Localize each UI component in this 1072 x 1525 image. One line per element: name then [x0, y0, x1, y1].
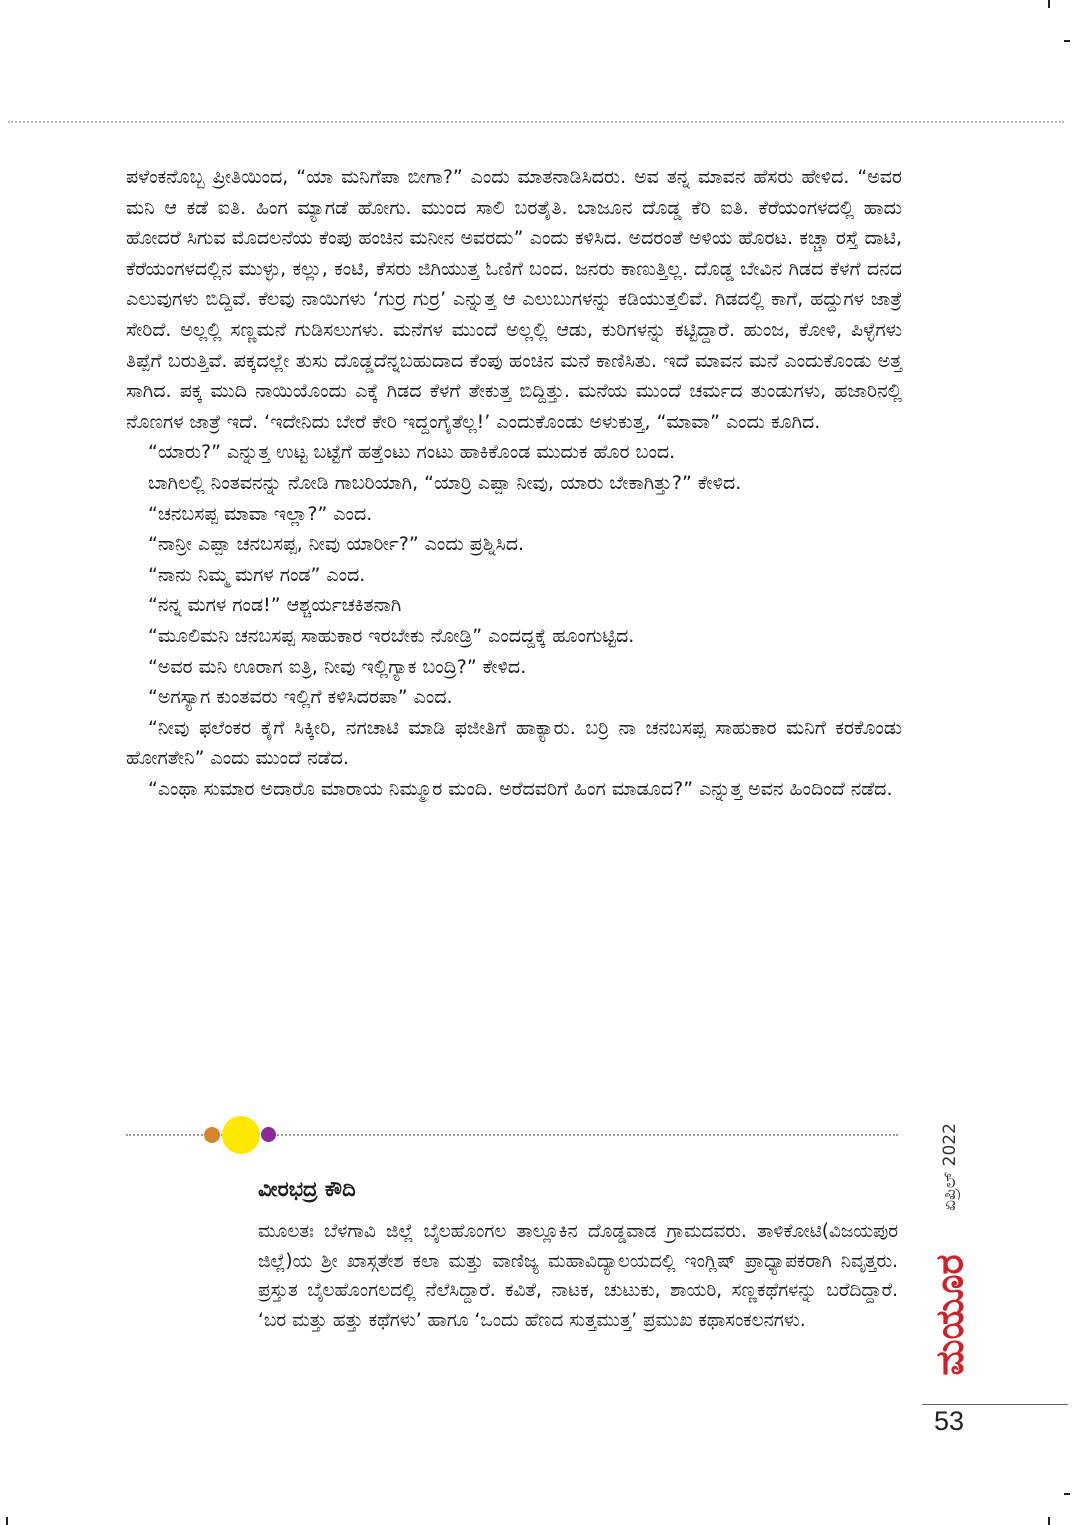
crop-mark	[1048, 0, 1050, 8]
story-paragraph: “ಯಾರು?” ಎನ್ನುತ್ತ ಉಟ್ಟ ಬಟ್ಟೆಗೆ ಹತ್ತೆಂಟು ಗಂಟು ಹಾಕಿಕೊಂಡ ಮುದುಕ ಹೊರ ಬಂದ.	[148, 441, 676, 464]
author-bio: ಮೂಲತಃ ಬೆಳಗಾವಿ ಜಿಲ್ಲೆ ಬೈಲಹೊಂಗಲ ತಾಲ್ಲೂಕಿನ ದೊಡ್ಡವಾಡ ಗ್ರಾಮದವರು. ತಾಳಿಕೋಟಿ(ವಿಜಯಪುರ ಜಿಲ್ಲೆ)ಯ ಶ್ರೀ ಖಾಸ್ಗತೇಶ ಕಲಾ ಮತ್ತು ವಾಣಿಜ್ಯ ಮಹಾವಿದ್ಯಾಲಯದಲ್ಲಿ ಇಂಗ್ಲಿಷ್ ಪ್ರಾಧ್ಯಾಪಕರಾಗಿ ನಿವೃತ್ತರು. ಪ್ರಸ್ತುತ ಬೈಲಹೊಂಗಲದಲ್ಲಿ ನೆಲೆಸಿದ್ದಾರೆ. ಕವಿತೆ, ನಾಟಕ, ಚುಟುಕು, ಶಾಯರಿ, ಸಣ್ಣಕಥೆಗಳನ್ನು ಬರೆದಿದ್ದಾರೆ. ‘ಬರ ಮತ್ತು ಹತ್ತು ಕಥೆಗಳು’ ಹಾಗೂ ‘ಒಂದು ಹೆಣದ ಸುತ್ತಮುತ್ತ’ ಪ್ರಮುಖ ಕಥಾಸಂಕಲನಗಳು.	[258, 1221, 898, 1331]
story-paragraph: “ನನ್ನ ಮಗಳ ಗಂಡ!” ಆಶ್ಚರ್ಯಚಕಿತನಾಗಿ	[148, 594, 402, 617]
story-body	[126, 162, 902, 804]
author-name: ವೀರಭದ್ರ ಕೌದಿ	[258, 1177, 356, 1201]
crop-mark	[1064, 40, 1070, 42]
story-paragraph: “ಮೂಲಿಮನಿ ಚನಬಸಪ್ಪ ಸಾಹುಕಾರ ಇರಬೇಕು ನೋಡ್ರಿ” ಎಂದದ್ದಕ್ಕೆ ಹೂಂಗುಟ್ಟಿದ.	[148, 624, 635, 647]
footer-rule	[922, 1404, 1068, 1405]
crop-mark	[1048, 1517, 1050, 1525]
issue-date-text: ಏಪ್ರಿಲ್ 2022	[940, 1123, 960, 1211]
story-paragraph: ಬಾಗಿಲಲ್ಲಿ ನಿಂತವನನ್ನು ನೋಡಿ ಗಾಬರಿಯಾಗಿ, “ಯಾರ್ರಿ ಎಪ್ಪಾ ನೀವು, ಯಾರು ಬೇಕಾಗಿತ್ತು?” ಕೇಳಿದ.	[148, 471, 742, 494]
decorative-dot-orange	[204, 1127, 220, 1143]
story-paragraph: “ನಾನ್ರೀ ಎಪ್ಪಾ ಚನಬಸಪ್ಪ, ನೀವು ಯಾರ್ರೀ?” ಎಂದು ಪ್ರಶ್ನಿಸಿದ.	[148, 533, 525, 556]
magazine-title	[900, 1230, 1000, 1400]
magazine-title-text: ಮಯೂರ	[927, 1254, 972, 1376]
crop-mark	[6, 1517, 8, 1525]
story-paragraph: “ಚನಬಸಪ್ಪ ಮಾವಾ ಇಲ್ಲಾ?” ಎಂದ.	[148, 502, 373, 525]
crop-mark	[1064, 1493, 1070, 1495]
story-paragraph: “ಅಗಸ್ಯಾಗ ಕುಂತವರು ಇಲ್ಲಿಗೆ ಕಳಿಸಿದರಪಾ” ಎಂದ.	[148, 686, 453, 709]
page-number: 53	[934, 1406, 965, 1436]
decorative-dot-purple	[261, 1127, 276, 1142]
story-paragraph: “ನಾನು ನಿಮ್ಮ ಮಗಳ ಗಂಡ” ಎಂದ.	[148, 563, 366, 586]
story-paragraph: “ಅವರ ಮನಿ ಊರಾಗ ಐತ್ರಿ, ನೀವು ಇಲ್ಲಿಗ್ಯಾಕ ಬಂದ್ರಿ?” ಕೇಳಿದ.	[148, 655, 527, 678]
issue-date	[905, 1112, 995, 1222]
decorative-dot-yellow	[222, 1116, 260, 1154]
header-dotted-rule	[8, 121, 1064, 123]
story-paragraph: “ಎಂಥಾ ಸುಮಾರ ಅದಾರೊ ಮಾರಾಯ ನಿಮ್ಮೂರ ಮಂದಿ. ಅರೆದವರಿಗೆ ಹಿಂಗ ಮಾಡೂದ?” ಎನ್ನುತ್ತ ಅವನ ಹಿಂದಿಂದೆ ನಡೆದ.	[148, 777, 893, 800]
story-paragraph: “ನೀವು ಫಲೆಂಕರ ಕೈಗೆ ಸಿಕ್ಕೀರಿ, ನಗಚಾಟಿ ಮಾಡಿ ಫಜೀತಿಗೆ ಹಾಕ್ಯಾರು. ಬರ್ರಿ ನಾ ಚನಬಸಪ್ಪ ಸಾಹುಕಾರ ಮನಿಗೆ ಕರಕೊಂಡು ಹೋಗತೇನಿ” ಎಂದು ಮುಂದೆ ನಡೆದ.	[126, 716, 902, 770]
story-paragraph: ಪಳೆಂಕನೊಬ್ಬ ಪ್ರೀತಿಯಿಂದ, “ಯಾ ಮನಿಗೆಪಾ ಬೀಗಾ?” ಎಂದು ಮಾತನಾಡಿಸಿದರು. ಅವ ತನ್ನ ಮಾವನ ಹೆಸರು ಹೇಳಿದ. “ಅವರ ಮನಿ ಆ ಕಡೆ ಐತಿ. ಹಿಂಗ ಮ್ಯಾಗಡೆ ಹೋಗು. ಮುಂದ ಸಾಲಿ ಬರತೈತಿ. ಬಾಜೂನ ದೊಡ್ಡ ಕೆರಿ ಐತಿ. ಕೆರೆಯಂಗಳದಲ್ಲಿ ಹಾದು ಹೋದರೆ ಸಿಗುವ ಮೊದಲನೆಯ ಕೆಂಪು ಹಂಚಿನ ಮನೀನ ಅವರದು” ಎಂದು ಕಳಿಸಿದ. ಅದರಂತೆ ಅಳಿಯ ಹೊರಟ. ಕಚ್ಚಾ ರಸ್ತೆ ದಾಟಿ, ಕೆರೆಯಂಗಳದಲ್ಲಿನ ಮುಳ್ಳು, ಕಲ್ಲು, ಕಂಟಿ, ಕೆಸರು ಜಿಗಿಯುತ್ತ ಓಣಿಗೆ ಬಂದ. ಜನರು ಕಾಣುತ್ತಿಲ್ಲ. ದೊಡ್ಡ ಬೇವಿನ ಗಿಡದ ಕೆಳಗೆ ದನದ ಎಲುವುಗಳು ಬಿದ್ದಿವೆ. ಕೆಲವು ನಾಯಿಗಳು ‘ಗುರ್ರ ಗುರ್ರ’ ಎನ್ನುತ್ತ ಆ ಎಲುಬುಗಳನ್ನು ಕಡಿಯುತ್ತಲಿವೆ. ಗಿಡದಲ್ಲಿ ಕಾಗೆ, ಹದ್ದುಗಳ ಜಾತ್ರೆ ಸೇರಿದೆ. ಅಲ್ಲಲ್ಲಿ ಸಣ್ಣಮನೆ ಗುಡಿಸಲುಗಳು. ಮನೆಗಳ ಮುಂದೆ ಅಲ್ಲಲ್ಲಿ ಆಡು, ಕುರಿಗಳನ್ನು ಕಟ್ಟಿದ್ದಾರೆ. ಹುಂಜ, ಕೋಳಿ, ಪಿಳ್ಳೆಗಳು ತಿಪ್ಪೆಗೆ ಬರುತ್ತಿವೆ. ಪಕ್ಕದಲ್ಲೇ ತುಸು ದೊಡ್ಡದೆನ್ನಬಹುದಾದ ಕೆಂಪು ಹಂಚಿನ ಮನೆ ಕಾಣಿಸಿತು. ಇದೆ ಮಾವನ ಮನೆ ಎಂದುಕೊಂಡು ಅತ್ತ ಸಾಗಿದ. ಪಕ್ಕ ಮುದಿ ನಾಯಿಯೊಂದು ಎಕ್ಕೆ ಗಿಡದ ಕೆಳಗೆ ತೇಕುತ್ತ ಬಿದ್ದಿತ್ತು. ಮನೆಯ ಮುಂದೆ ಚರ್ಮದ ತುಂಡುಗಳು, ಹಜಾರಿನಲ್ಲಿ ನೊಣಗಳ ಜಾತ್ರೆ ಇದೆ. ‘ಇದೇನಿದು ಬೇರೆ ಕೇರಿ ಇದ್ದಂಗೈತೆಲ್ಲ!’ ಎಂದುಕೊಂಡು ಅಳುಕುತ್ತ, “ಮಾವಾ” ಎಂದು ಕೂಗಿದ.	[126, 166, 902, 433]
